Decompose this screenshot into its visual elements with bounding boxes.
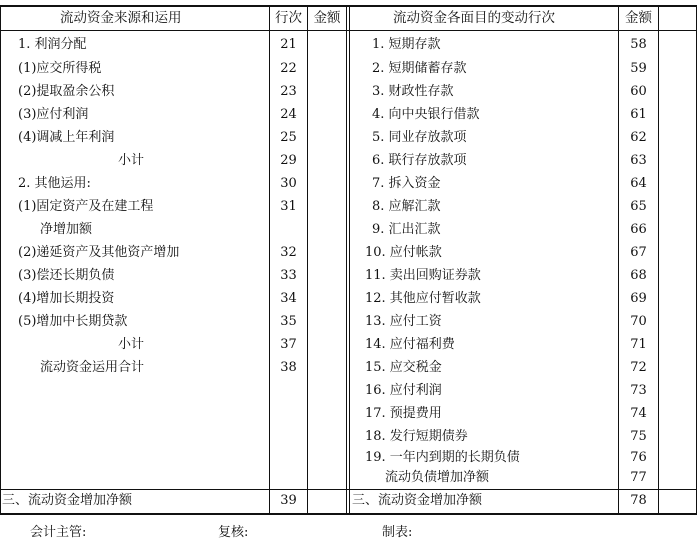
right-row-label: 6. 联行存放款项 bbox=[372, 153, 467, 168]
right-row-label: 19. 一年内到期的长期负债 bbox=[365, 450, 520, 465]
left-row-label-continued: 净增加额 bbox=[40, 222, 93, 237]
right-row-label: 9. 汇出汇款 bbox=[372, 222, 441, 237]
right-row-label: 5. 同业存放款项 bbox=[372, 130, 467, 145]
header-left-line: 行次 bbox=[275, 10, 302, 26]
center-double-rule-a bbox=[346, 5, 347, 515]
right-row-label: 10. 应付帐款 bbox=[365, 245, 442, 260]
left-row-line: 32 bbox=[280, 245, 297, 260]
left-total-label: 流动资金运用合计 bbox=[40, 360, 145, 375]
right-row-label: 16. 应付利润 bbox=[365, 383, 442, 398]
left-amount-col-divider bbox=[307, 5, 308, 515]
right-line-col-divider bbox=[658, 5, 659, 515]
left-line-col-divider bbox=[269, 5, 270, 515]
right-row-label: 13. 应付工资 bbox=[365, 314, 442, 329]
preparer-signature-label: 制表: bbox=[382, 525, 413, 540]
left-row-label: (1)应交所得税 bbox=[18, 61, 102, 76]
left-row-line: 35 bbox=[280, 314, 297, 329]
left-row-line: 25 bbox=[280, 130, 297, 145]
right-row-label: 4. 向中央银行借款 bbox=[372, 107, 480, 122]
right-row-line: 72 bbox=[630, 360, 647, 375]
left-subtotal-label: 小计 bbox=[118, 337, 145, 352]
left-row-label: (5)增加中长期贷款 bbox=[18, 314, 128, 329]
left-row-label: (1)固定资产及在建工程 bbox=[18, 199, 154, 214]
right-row-line: 67 bbox=[630, 245, 647, 260]
right-row-label: 15. 应交税金 bbox=[365, 360, 442, 375]
left-row-label: (2)提取盈余公积 bbox=[18, 84, 115, 99]
left-row-label: (3)偿还长期负债 bbox=[18, 268, 115, 283]
reviewer-signature-label: 复核: bbox=[218, 525, 249, 540]
header-right-amount: 金额 bbox=[625, 10, 652, 26]
right-row-line: 62 bbox=[630, 130, 647, 145]
right-row-line: 71 bbox=[630, 337, 647, 352]
left-row-line: 29 bbox=[280, 153, 297, 168]
right-row-label: 1. 短期存款 bbox=[372, 37, 441, 52]
table-left-border bbox=[0, 5, 1, 515]
header-left-amount: 金额 bbox=[313, 10, 341, 26]
left-row-line: 21 bbox=[280, 37, 297, 52]
right-row-label: 14. 应付福利费 bbox=[365, 337, 455, 352]
right-row-line: 60 bbox=[630, 84, 647, 99]
left-row-label: (4)调减上年利润 bbox=[18, 130, 115, 145]
right-row-label: 2. 短期储蓄存款 bbox=[372, 61, 467, 76]
left-row-line: 38 bbox=[280, 360, 297, 375]
right-row-line: 69 bbox=[630, 291, 647, 306]
right-row-line: 77 bbox=[630, 470, 647, 485]
accountant-signature-label: 会计主管: bbox=[30, 525, 87, 540]
fund-change-table bbox=[0, 5, 697, 515]
right-subtotal-label: 流动负债增加净额 bbox=[385, 470, 490, 485]
right-row-line: 65 bbox=[630, 199, 647, 214]
left-row-line: 30 bbox=[280, 176, 297, 191]
table-right-border bbox=[696, 5, 697, 515]
right-row-label: 12. 其他应付暂收款 bbox=[365, 291, 481, 306]
right-row-line: 63 bbox=[630, 153, 647, 168]
header-right-item: 流动资金各面目的变动行次 bbox=[393, 10, 555, 26]
right-row-label: 8. 应解汇款 bbox=[372, 199, 441, 214]
left-row-label: 2. 其他运用: bbox=[18, 176, 91, 191]
left-row-line: 24 bbox=[280, 107, 297, 122]
left-row-label: (4)增加长期投资 bbox=[18, 291, 115, 306]
right-net-increase-label: 三、流动资金增加净额 bbox=[352, 493, 483, 508]
right-row-line: 66 bbox=[630, 222, 647, 237]
right-row-line: 75 bbox=[630, 429, 647, 444]
left-row-line: 22 bbox=[280, 61, 297, 76]
left-row-line: 33 bbox=[280, 268, 297, 283]
right-row-line: 73 bbox=[630, 383, 647, 398]
right-row-line: 70 bbox=[630, 314, 647, 329]
left-row-line: 34 bbox=[280, 291, 297, 306]
left-row-label: (2)递延资产及其他资产增加 bbox=[18, 245, 180, 260]
right-row-line: 58 bbox=[630, 37, 647, 52]
right-row-label: 3. 财政性存款 bbox=[372, 84, 454, 99]
right-row-label: 18. 发行短期债券 bbox=[365, 429, 468, 444]
right-row-line: 74 bbox=[630, 406, 647, 421]
right-row-label: 11. 卖出回购证券款 bbox=[365, 268, 481, 283]
right-row-label: 17. 预提费用 bbox=[365, 406, 442, 421]
header-left-item: 流动资金来源和运用 bbox=[60, 10, 182, 26]
left-net-increase-line: 39 bbox=[280, 493, 297, 508]
left-row-line: 37 bbox=[280, 337, 297, 352]
right-net-increase-line: 78 bbox=[630, 493, 647, 508]
left-row-line: 23 bbox=[280, 84, 297, 99]
right-row-label: 7. 拆入资金 bbox=[372, 176, 441, 191]
right-row-line: 68 bbox=[630, 268, 647, 283]
left-net-increase-label: 三、流动资金增加净额 bbox=[2, 493, 133, 508]
center-double-rule-b bbox=[349, 5, 350, 515]
left-row-label: (3)应付利润 bbox=[18, 107, 89, 122]
right-row-line: 64 bbox=[630, 176, 647, 191]
left-subtotal-label: 小计 bbox=[118, 153, 145, 168]
right-row-line: 76 bbox=[630, 450, 647, 465]
left-row-label: 1. 利润分配 bbox=[18, 37, 87, 52]
right-row-line: 61 bbox=[630, 107, 647, 122]
left-row-line: 31 bbox=[280, 199, 297, 214]
right-row-line: 59 bbox=[630, 61, 647, 76]
